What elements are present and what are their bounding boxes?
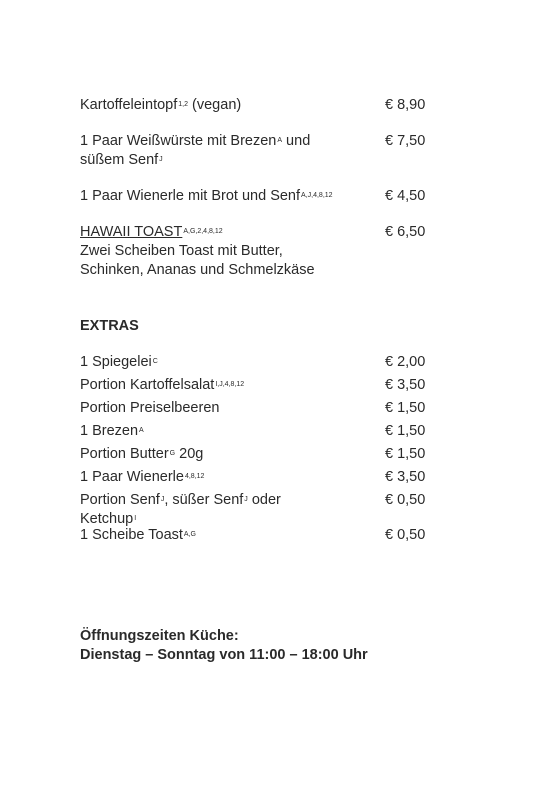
menu-item	[80, 187, 440, 206]
extra-item	[80, 353, 440, 372]
menu-item	[80, 223, 440, 280]
item-price: € 3,50	[385, 469, 426, 485]
extra-item	[80, 376, 440, 395]
item-name: Kartoffeleintopf	[80, 97, 178, 113]
section-title-extras: EXTRAS	[80, 318, 139, 334]
item-name: Portion Kartoffelsalat	[80, 377, 215, 393]
extra-item	[80, 468, 440, 487]
menu-item	[80, 132, 440, 170]
item-price: € 1,50	[385, 423, 426, 439]
item-price: € 1,50	[385, 400, 426, 416]
item-name: 1 Paar Weißwürste mit Brezen	[80, 133, 277, 149]
allergen-codes: J	[160, 496, 165, 503]
allergen-codes: A	[277, 137, 283, 144]
item-price: € 7,50	[385, 133, 426, 149]
item-name: 1 Paar Wienerle mit Brot und Senf	[80, 188, 301, 204]
allergen-codes: A,G,2,4,8,12	[183, 228, 223, 235]
item-note: und	[282, 133, 311, 149]
extra-item	[80, 445, 440, 464]
item-price: € 4,50	[385, 188, 426, 204]
allergen-codes: I,J,4,8,12	[215, 381, 245, 388]
item-name: 1 Brezen	[80, 423, 139, 439]
extra-item	[80, 399, 440, 418]
allergen-codes: C	[152, 358, 158, 365]
item-note: (vegan)	[188, 97, 242, 113]
allergen-codes: 1,2	[178, 101, 189, 108]
item-name: Portion Butter	[80, 446, 169, 462]
opening-hours	[80, 627, 440, 665]
allergen-codes: G	[169, 450, 176, 457]
item-note: 20g	[175, 446, 204, 462]
opening-hours-title: Öffnungszeiten Küche:	[80, 628, 239, 644]
item-name-mid2: oder	[247, 492, 281, 508]
item-price: € 6,50	[385, 224, 426, 240]
item-description: Schinken, Ananas und Schmelzkäse	[80, 262, 315, 278]
item-name-line2: süßem Senf	[80, 152, 159, 168]
extras-list	[80, 353, 440, 545]
menu-page	[80, 96, 440, 665]
allergen-codes: J	[159, 156, 163, 163]
item-name-line2: Ketchup	[80, 511, 134, 527]
item-price: € 0,50	[385, 527, 426, 543]
allergen-codes: I	[134, 515, 137, 522]
allergen-codes: J	[244, 496, 248, 503]
item-name: 1 Scheibe Toast	[80, 527, 183, 543]
item-name-mid: , süßer Senf	[164, 492, 244, 508]
extra-item	[80, 491, 440, 529]
menu-item	[80, 96, 440, 115]
item-price: € 0,50	[385, 492, 426, 508]
item-price: € 2,00	[385, 354, 426, 370]
item-price: € 3,50	[385, 377, 426, 393]
allergen-codes: 4,8,12	[184, 473, 205, 480]
item-price: € 1,50	[385, 446, 426, 462]
allergen-codes: A	[139, 427, 144, 434]
opening-hours-text: Dienstag – Sonntag von 11:00 – 18:00 Uhr	[80, 647, 368, 663]
extra-item	[80, 422, 440, 441]
item-name: 1 Paar Wienerle	[80, 469, 184, 485]
allergen-codes: A,J,4,8,12	[301, 192, 333, 199]
extra-item	[80, 526, 440, 545]
allergen-codes: A,G	[183, 531, 196, 538]
item-name: Portion Senf	[80, 492, 160, 508]
item-price: € 8,90	[385, 97, 426, 113]
hawaii-toast-link[interactable]: HAWAII TOAST	[80, 224, 183, 240]
item-name: Portion Preiselbeeren	[80, 400, 220, 416]
item-name: 1 Spiegelei	[80, 354, 152, 370]
item-description: Zwei Scheiben Toast mit Butter,	[80, 243, 283, 259]
